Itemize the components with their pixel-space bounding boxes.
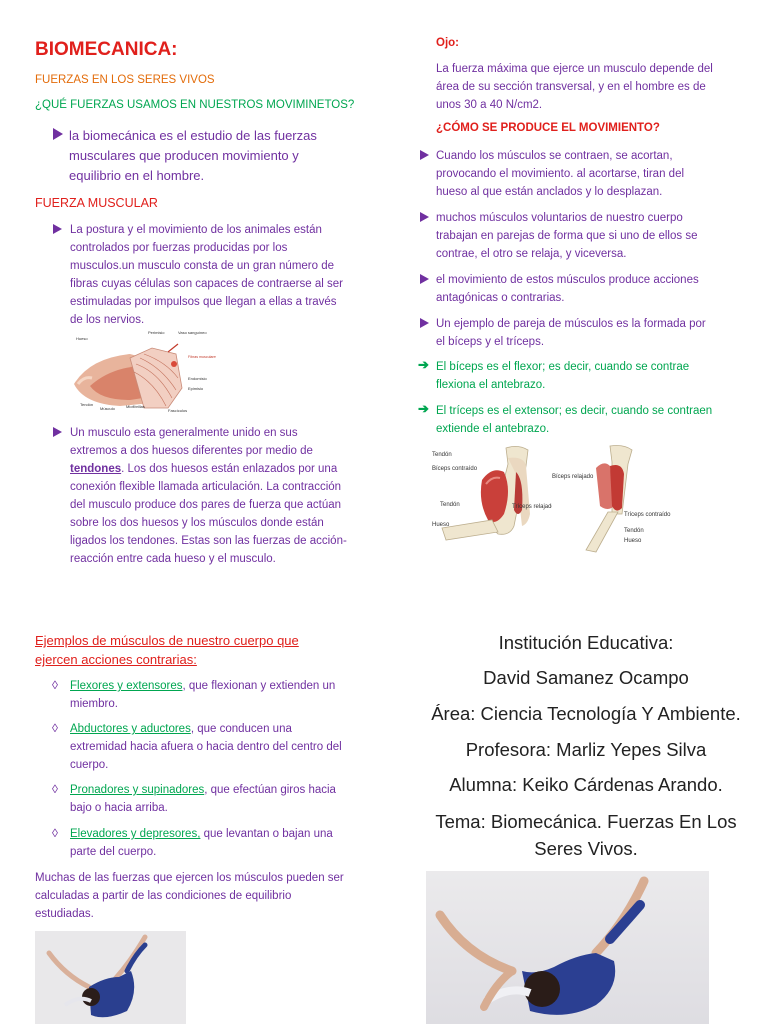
paragraph-tendons: Un musculo esta generalmente unido en sus extremos a dos huesos diferentes por medio de tendones. Los dos huesos están enlazados por una conexión flexible llamada articulación. La contracción del musculo produce dos pares de fuerza que actúan sobre los dos huesos y los músculos donde están ligados los tendones. Estas son las fuerzas de acción- reacción entre cada hueso y el musculo. xyxy=(70,427,347,565)
green-arrow-icon: ➔ xyxy=(418,401,429,416)
ojo-paragraph: La fuerza máxima que ejerce un musculo depende del área de su sección transversal, y en el hombre es de unos 30 a 40 N/cm2. xyxy=(436,63,713,111)
topic-line: Tema: Biomecánica. Fuerzas En Los xyxy=(435,811,737,832)
diamond-bullet-icon: ◊ xyxy=(52,826,58,840)
diagram-label: Epimisio xyxy=(188,386,204,391)
diamond-bullet-icon: ◊ xyxy=(52,678,58,692)
ojo-label: Ojo: xyxy=(436,37,459,49)
area-line: Área: Ciencia Tecnología Y Ambiente. xyxy=(431,703,741,724)
paragraph-muscle-structure: La postura y el movimiento de los animales están controlados por fuerzas producidas por los musculos.un musculo consta de un gran número de fibras cuyas células son capaces de contraerse al ser estimuladas por impulsos que llegan a ellas a través de los nervios. xyxy=(70,224,343,326)
diamond-bullet-icon: ◊ xyxy=(52,782,58,796)
muscle-diagram-image xyxy=(70,328,216,414)
diamond-bullet-icon: ◊ xyxy=(52,721,58,735)
arm-extended-image xyxy=(552,444,672,556)
diagram-label: Endomisio xyxy=(188,376,207,381)
page-title: BIOMECANICA: xyxy=(35,39,178,60)
diagram-label: Perimisio xyxy=(148,330,165,335)
section-title: FUERZA MUSCULAR xyxy=(35,196,158,210)
bullet-contraction: Cuando los músculos se contraen, se acortan, provocando el movimiento. al acortarse, tiran del hueso al que están anclados y lo desplazan. xyxy=(436,150,685,198)
arm-label: Tendón xyxy=(624,528,644,534)
bullet-antagonistic: el movimiento de estos músculos produce acciones antagónicas o contrarias. xyxy=(436,274,699,304)
triangle-bullet-icon xyxy=(53,427,62,437)
arm-label: Hueso xyxy=(624,538,642,544)
triceps-extensor: El tríceps es el extensor; es decir, cuando se contraen extiende el antebrazo. xyxy=(436,405,713,435)
example-item-abductores: Abductores y aductores, que conducen una extremidad hacia afuera o hacia dentro del centro del cuerpo. xyxy=(70,723,342,771)
example-item-flexores: Flexores y extensores, que flexionan y extienden un miembro. xyxy=(70,680,336,710)
gymnast-photo-small xyxy=(35,931,186,1024)
bullet-example: Un ejemplo de pareja de músculos es la formada por el bíceps y el tríceps. xyxy=(436,318,706,348)
intro-paragraph: la biomecánica es el estudio de las fuerzas musculares que producen movimiento y equilibrio en el hombre. xyxy=(69,128,317,183)
triangle-bullet-icon xyxy=(420,274,429,284)
biceps-flexor: El bíceps es el flexor; es decir, cuando se contrae flexiona el antebrazo. xyxy=(436,361,690,391)
arm-label: Hueso xyxy=(432,522,450,528)
arm-label: Bíceps contraído xyxy=(432,466,478,472)
triangle-bullet-icon xyxy=(420,150,429,160)
diagram-label: Miofibrillas xyxy=(126,404,145,409)
triangle-bullet-icon xyxy=(420,318,429,328)
teacher-line: Profesora: Marliz Yepes Silva xyxy=(465,739,707,760)
arm-label: Tendón xyxy=(432,452,452,458)
diagram-label: Tendón xyxy=(80,402,94,407)
bullet-pairs: muchos músculos voluntarios de nuestro cuerpo trabajan en parejas de forma que si uno de ellos se contrae, el otro se relaja, y viceversa. xyxy=(436,212,698,260)
student-line: Alumna: Keiko Cárdenas Arando. xyxy=(449,774,723,795)
green-arrow-icon: ➔ xyxy=(418,357,429,372)
triangle-bullet-icon xyxy=(53,128,63,140)
question-heading: ¿QUÉ FUERZAS USAMOS EN NUESTROS MOVIMINETOS? xyxy=(35,99,355,111)
diagram-label: Fascículos xyxy=(168,408,188,413)
diagram-label: Vaso sanguíneo xyxy=(178,330,207,335)
arm-label: Tríceps relajado xyxy=(512,504,552,510)
example-item-pronadores: Pronadores y supinadores, que efectúan giros hacia bajo o hacia arriba. xyxy=(70,784,336,814)
diagram-label: Fibras musculares xyxy=(188,355,216,359)
examples-heading: Ejemplos de músculos de nuestro cuerpo que ejercen acciones contrarias: xyxy=(35,633,299,667)
triangle-bullet-icon xyxy=(420,212,429,222)
school-label: Institución Educativa: xyxy=(498,632,674,653)
arm-label: Tendón xyxy=(440,502,460,508)
closing-paragraph: Muchas de las fuerzas que ejercen los músculos pueden ser calculadas a partir de las condiciones de equilibrio estudiadas. xyxy=(35,872,344,920)
diagram-label: Hueso xyxy=(76,336,88,341)
diagram-label: Músculo xyxy=(100,406,115,411)
gymnast-photo-large xyxy=(426,871,709,1024)
arm-label: Tríceps contraído xyxy=(624,512,671,518)
school-name: David Samanez Ocampo xyxy=(483,667,689,688)
triangle-bullet-icon xyxy=(53,224,62,234)
subtitle: FUERZAS EN LOS SERES VIVOS xyxy=(35,74,215,86)
movement-question: ¿CÓMO SE PRODUCE EL MOVIMIENTO? xyxy=(436,122,660,134)
example-item-elevadores: Elevadores y depresores, que levantan o bajan una parte del cuerpo. xyxy=(70,828,333,858)
arm-label: Bíceps relajado xyxy=(552,474,594,480)
tendones-term: tendones xyxy=(70,463,122,475)
arm-flexed-image xyxy=(432,444,552,544)
topic-line-2: Seres Vivos. xyxy=(534,838,638,859)
